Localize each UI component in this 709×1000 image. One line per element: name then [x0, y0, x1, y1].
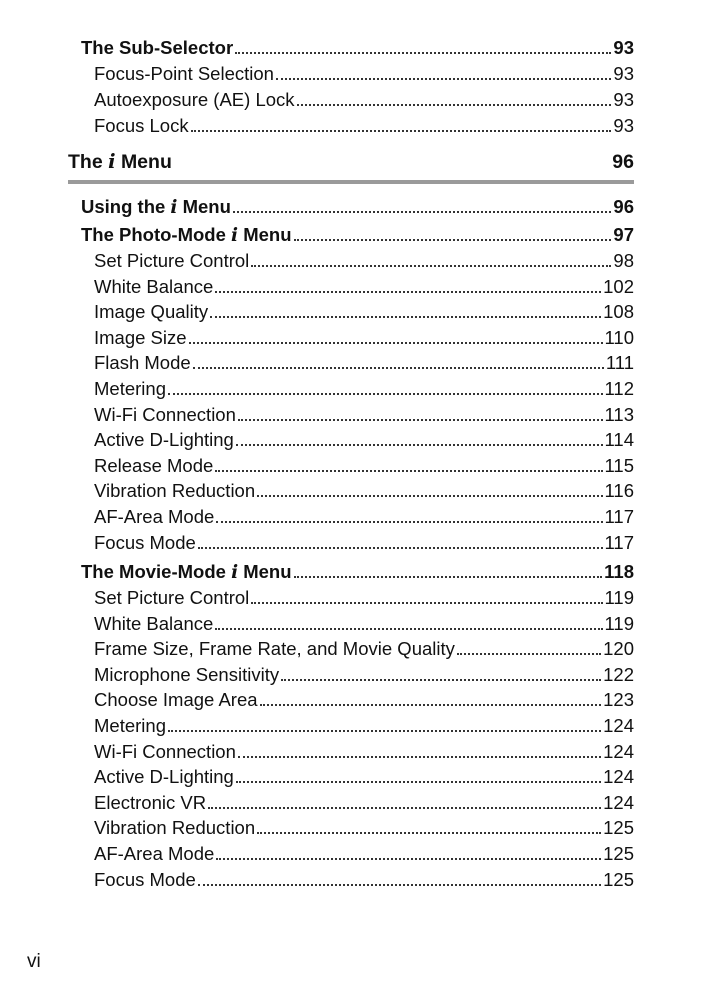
toc-entry-label: Choose Image Area: [94, 689, 258, 711]
leader-dots: [236, 781, 601, 783]
leader-dots: [189, 342, 603, 344]
toc-entry[interactable]: [94, 611, 634, 637]
toc-entry-label: Electronic VR: [94, 791, 207, 813]
toc-entry-page: 96: [613, 196, 634, 217]
leader-dots: [457, 653, 601, 655]
toc-entry[interactable]: [94, 662, 634, 688]
toc-entry[interactable]: [94, 713, 634, 739]
toc-entry-page: 102: [603, 275, 634, 297]
toc-entry-sub-selector[interactable]: [81, 35, 634, 61]
toc-entry[interactable]: [94, 530, 634, 556]
i-menu-icon: 𝒊: [170, 197, 178, 218]
toc-entry-label: [81, 559, 292, 585]
toc-entry[interactable]: [94, 478, 634, 504]
toc-entry-label: Flash Mode: [94, 352, 191, 374]
toc-entry-page: 120: [603, 638, 634, 660]
toc-entry-page: 119: [604, 587, 634, 608]
toc-entry[interactable]: [94, 764, 634, 790]
leader-dots: [215, 470, 602, 472]
chapter-page: 96: [612, 150, 634, 173]
leader-dots: [260, 704, 602, 706]
toc-entry[interactable]: [94, 585, 634, 611]
toc-entry-page: 125: [603, 817, 634, 839]
leader-dots: [193, 367, 604, 369]
leader-dots: [236, 444, 603, 446]
toc-entry[interactable]: [94, 299, 634, 325]
page-number: vi: [27, 951, 41, 972]
leader-dots: [198, 547, 603, 549]
toc-entry-label: [81, 194, 231, 220]
toc-entry-label-suffix: Menu: [243, 561, 292, 582]
leader-dots: [251, 265, 611, 267]
toc-entry-page: 114: [604, 429, 634, 451]
toc-entry-label: Active D-Lighting: [94, 766, 234, 788]
leader-dots: [257, 495, 602, 497]
i-menu-icon: 𝒊: [108, 150, 116, 173]
toc-entry-label: White Balance: [94, 275, 214, 297]
leader-dots: [233, 211, 612, 213]
toc-entry-using-i-menu[interactable]: [81, 194, 634, 220]
toc-entry-label-suffix: Menu: [182, 196, 231, 217]
toc-entry-page: 125: [603, 868, 634, 890]
toc-entry-page: 93: [613, 115, 634, 136]
toc-entry[interactable]: [94, 739, 634, 765]
toc-entry-label: Wi-Fi Connection: [94, 403, 236, 425]
chapter-title: [68, 150, 172, 174]
chapter-title-prefix: The: [68, 151, 103, 173]
leader-dots: [294, 239, 612, 241]
leader-dots: [216, 858, 601, 860]
toc-entry[interactable]: [94, 427, 634, 453]
leader-dots: [294, 576, 603, 578]
toc-entry-page: 124: [603, 715, 634, 736]
toc-entry[interactable]: [94, 61, 634, 87]
toc-entry-label: Wi-Fi Connection: [94, 740, 236, 762]
toc-entry-label: Focus Mode: [94, 531, 196, 553]
toc-entry-page: 116: [604, 480, 634, 502]
toc-entry-label: Focus-Point Selection: [94, 63, 274, 84]
toc-entry[interactable]: [94, 350, 634, 376]
leader-dots: [191, 130, 612, 132]
toc-entry-label: AF-Area Mode: [94, 843, 215, 864]
leader-dots: [235, 52, 611, 54]
chapter-rule: [68, 180, 634, 184]
toc-entry-label: Release Mode: [94, 454, 214, 476]
toc-entry[interactable]: [94, 325, 634, 351]
toc-entry-label-suffix: Menu: [243, 224, 292, 245]
toc-entry[interactable]: [94, 402, 634, 428]
toc-entry-page: 125: [603, 843, 634, 864]
leader-dots: [297, 104, 612, 106]
toc-entry-label-prefix: The Movie-Mode: [81, 561, 226, 582]
toc-entry-label: Focus Lock: [94, 115, 189, 136]
toc-entry-label: Autoexposure (AE) Lock: [94, 89, 295, 110]
toc-entry-page: 111: [605, 352, 634, 374]
leader-dots: [208, 807, 601, 809]
leader-dots: [215, 291, 601, 293]
toc-entry[interactable]: [94, 87, 634, 113]
toc-entry-page: 93: [613, 89, 634, 110]
toc-entry-label: Set Picture Control: [94, 250, 250, 271]
toc-entry-label: AF-Area Mode: [94, 506, 215, 527]
toc-entry-label: Image Size: [94, 326, 187, 348]
i-menu-icon: 𝒊: [231, 562, 239, 583]
toc-entry[interactable]: [94, 274, 634, 300]
toc-entry-page: 122: [603, 663, 634, 685]
toc-entry[interactable]: [94, 867, 634, 893]
toc-entry-page: 117: [604, 531, 634, 553]
toc-entry-page: 108: [603, 301, 634, 323]
toc-entry[interactable]: [94, 790, 634, 816]
toc-entry-label: White Balance: [94, 612, 214, 634]
toc-entry-label: Microphone Sensitivity: [94, 663, 280, 685]
toc-entry-page: 110: [604, 326, 634, 348]
toc-entry-page: 123: [603, 689, 634, 711]
leader-dots: [281, 679, 601, 681]
leader-dots: [168, 393, 603, 395]
toc-entry-page: 124: [603, 766, 634, 788]
leader-dots: [238, 419, 603, 421]
toc-entry-page: 124: [603, 740, 634, 762]
toc-entry[interactable]: [94, 841, 634, 867]
chapter-title-suffix: Menu: [120, 151, 172, 173]
toc-entry-page: 113: [604, 403, 634, 425]
leader-dots: [210, 316, 601, 318]
toc-entry-label: Metering: [94, 378, 166, 399]
toc-entry-movie-mode-i-menu[interactable]: [81, 559, 634, 585]
leader-dots: [168, 730, 601, 732]
toc-entry[interactable]: [94, 113, 634, 139]
toc-entry[interactable]: [94, 687, 634, 713]
leader-dots: [238, 756, 601, 758]
toc-entry[interactable]: [94, 504, 634, 530]
toc-entry-page: 112: [604, 378, 634, 399]
toc-entry-page: 98: [613, 250, 634, 271]
toc-entry-page: 117: [604, 506, 634, 527]
toc-entry-label: Active D-Lighting: [94, 429, 234, 451]
leader-dots: [215, 628, 602, 630]
leader-dots: [216, 521, 602, 523]
toc-entry-page: 97: [613, 224, 634, 245]
toc-entry-label: [81, 222, 292, 248]
leader-dots: [257, 832, 601, 834]
leader-dots: [198, 884, 601, 886]
chapter-heading: [68, 147, 634, 177]
toc-entry-page: 115: [604, 454, 634, 476]
toc-entry-label: Focus Mode: [94, 868, 196, 890]
toc-entry-label: Vibration Reduction: [94, 480, 256, 502]
toc-entry-page: 124: [603, 791, 634, 813]
toc-entry-page: 93: [613, 63, 634, 84]
toc-entry-label: Metering: [94, 715, 166, 736]
toc-entry[interactable]: [94, 453, 634, 479]
i-menu-icon: 𝒊: [231, 225, 239, 246]
toc-entry-page: 119: [604, 612, 634, 634]
toc-entry-photo-mode-i-menu[interactable]: [81, 222, 634, 248]
toc-entry-label-prefix: The Photo-Mode: [81, 224, 226, 245]
toc-entry[interactable]: [94, 376, 634, 402]
toc-entry-label: Set Picture Control: [94, 587, 250, 608]
toc-entry[interactable]: [94, 636, 634, 662]
toc-entry-label: Vibration Reduction: [94, 817, 256, 839]
leader-dots: [276, 78, 611, 80]
toc-entry-label: Frame Size, Frame Rate, and Movie Quality: [94, 638, 455, 660]
toc-entry[interactable]: [94, 248, 634, 274]
toc-entry-label: The Sub-Selector: [81, 37, 234, 58]
leader-dots: [251, 602, 602, 604]
toc-entry[interactable]: [94, 815, 634, 841]
toc-entry-label-prefix: Using the: [81, 196, 166, 217]
toc-entry-page: 93: [613, 37, 634, 58]
toc-entry-label: Image Quality: [94, 301, 209, 323]
toc-entry-page: 118: [604, 561, 634, 582]
